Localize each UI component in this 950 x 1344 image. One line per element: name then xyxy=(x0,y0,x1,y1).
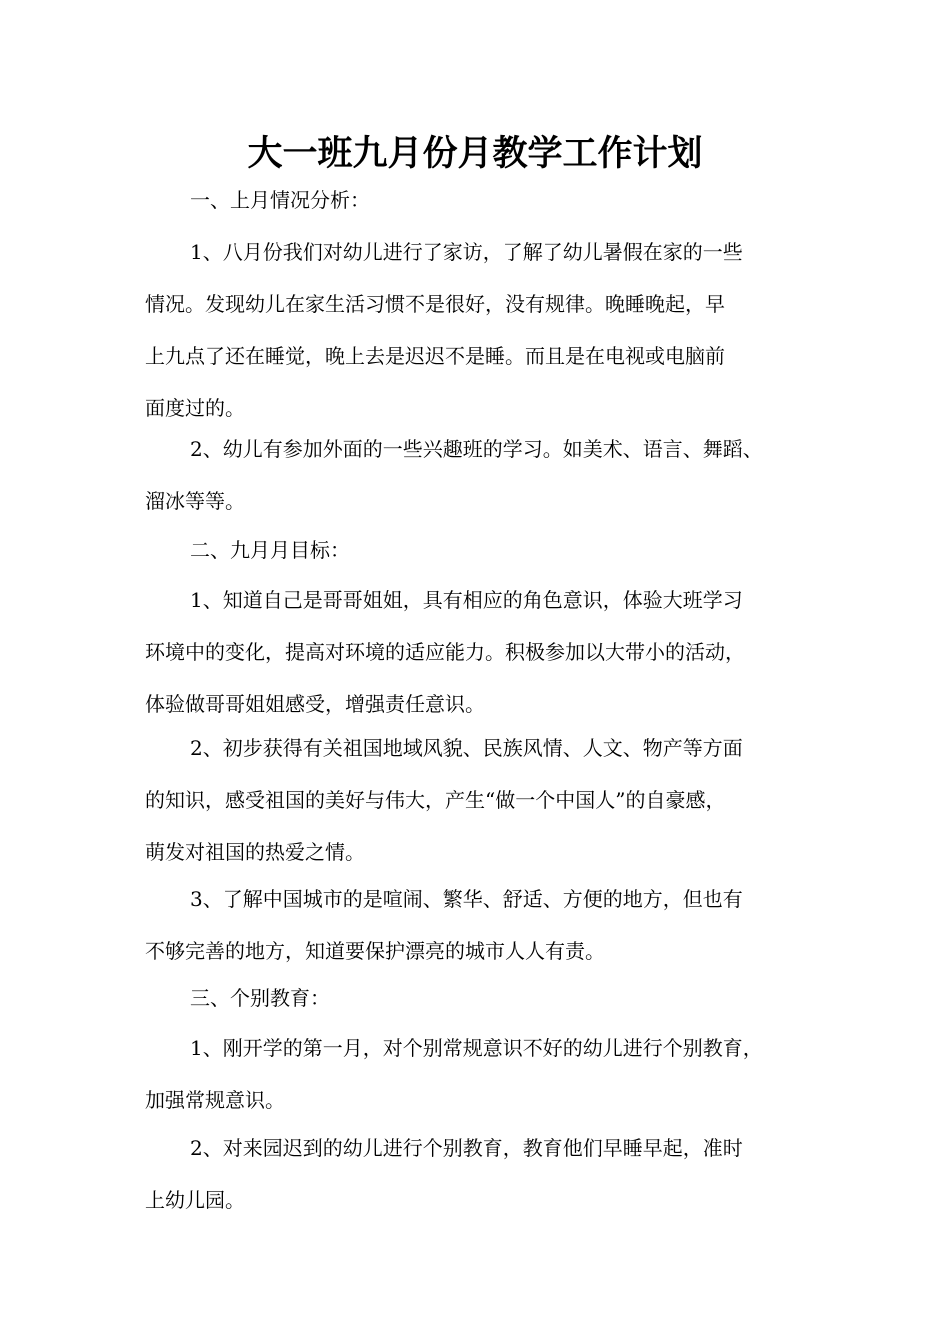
paragraph-3-2 xyxy=(145,1122,835,1226)
paragraph-line: 萌发对祖国的热爱之情。 xyxy=(145,840,365,864)
paragraph-line: 2、对来园迟到的幼儿进行个别教育，教育他们早睡早起，准时 xyxy=(190,1136,743,1160)
paragraph-line: 上九点了还在睡觉，晚上去是迟迟不是睡。而且是在电视或电脑前 xyxy=(145,344,725,368)
paragraph-line: 上幼儿园。 xyxy=(145,1188,245,1212)
paragraph-3-1 xyxy=(145,1022,835,1126)
paragraph-line: 面度过的。 xyxy=(145,396,245,420)
paragraph-line: 1、知道自己是哥哥姐姐，具有相应的角色意识，体验大班学习 xyxy=(190,588,743,612)
section-heading-2: 二、九月月目标： xyxy=(190,538,350,562)
document-title: 大一班九月份月教学工作计划 xyxy=(247,133,703,174)
paragraph-2-3 xyxy=(145,873,835,977)
paragraph-line: 情况。发现幼儿在家生活习惯不是很好，没有规律。晚睡晚起，早 xyxy=(145,292,725,316)
paragraph-1-2 xyxy=(145,423,835,527)
paragraph-line: 2、初步获得有关祖国地域风貌、民族风情、人文、物产等方面 xyxy=(190,736,743,760)
paragraph-line: 2、幼儿有参加外面的一些兴趣班的学习。如美术、语言、舞蹈、 xyxy=(190,437,763,461)
section-heading-3: 三、个别教育： xyxy=(190,986,330,1010)
paragraph-line: 溜冰等等。 xyxy=(145,489,245,513)
paragraph-2-1 xyxy=(145,574,835,730)
paragraph-line: 3、了解中国城市的是喧闹、繁华、舒适、方便的地方，但也有 xyxy=(190,887,743,911)
paragraph-line: 不够完善的地方，知道要保护漂亮的城市人人有责。 xyxy=(145,939,605,963)
paragraph-line: 的知识，感受祖国的美好与伟大，产生“做一个中国人”的自豪感， xyxy=(145,788,726,812)
paragraph-1-1 xyxy=(145,226,835,434)
paragraph-line: 1、刚开学的第一月，对个别常规意识不好的幼儿进行个别教育， xyxy=(190,1036,763,1060)
paragraph-line: 加强常规意识。 xyxy=(145,1088,285,1112)
paragraph-line: 体验做哥哥姐姐感受，增强责任意识。 xyxy=(145,692,485,716)
paragraph-line: 1、八月份我们对幼儿进行了家访，了解了幼儿暑假在家的一些 xyxy=(190,240,743,264)
paragraph-2-2 xyxy=(145,722,835,878)
section-heading-1: 一、上月情况分析： xyxy=(190,188,370,212)
paragraph-line: 环境中的变化，提高对环境的适应能力。积极参加以大带小的活动， xyxy=(145,640,745,664)
